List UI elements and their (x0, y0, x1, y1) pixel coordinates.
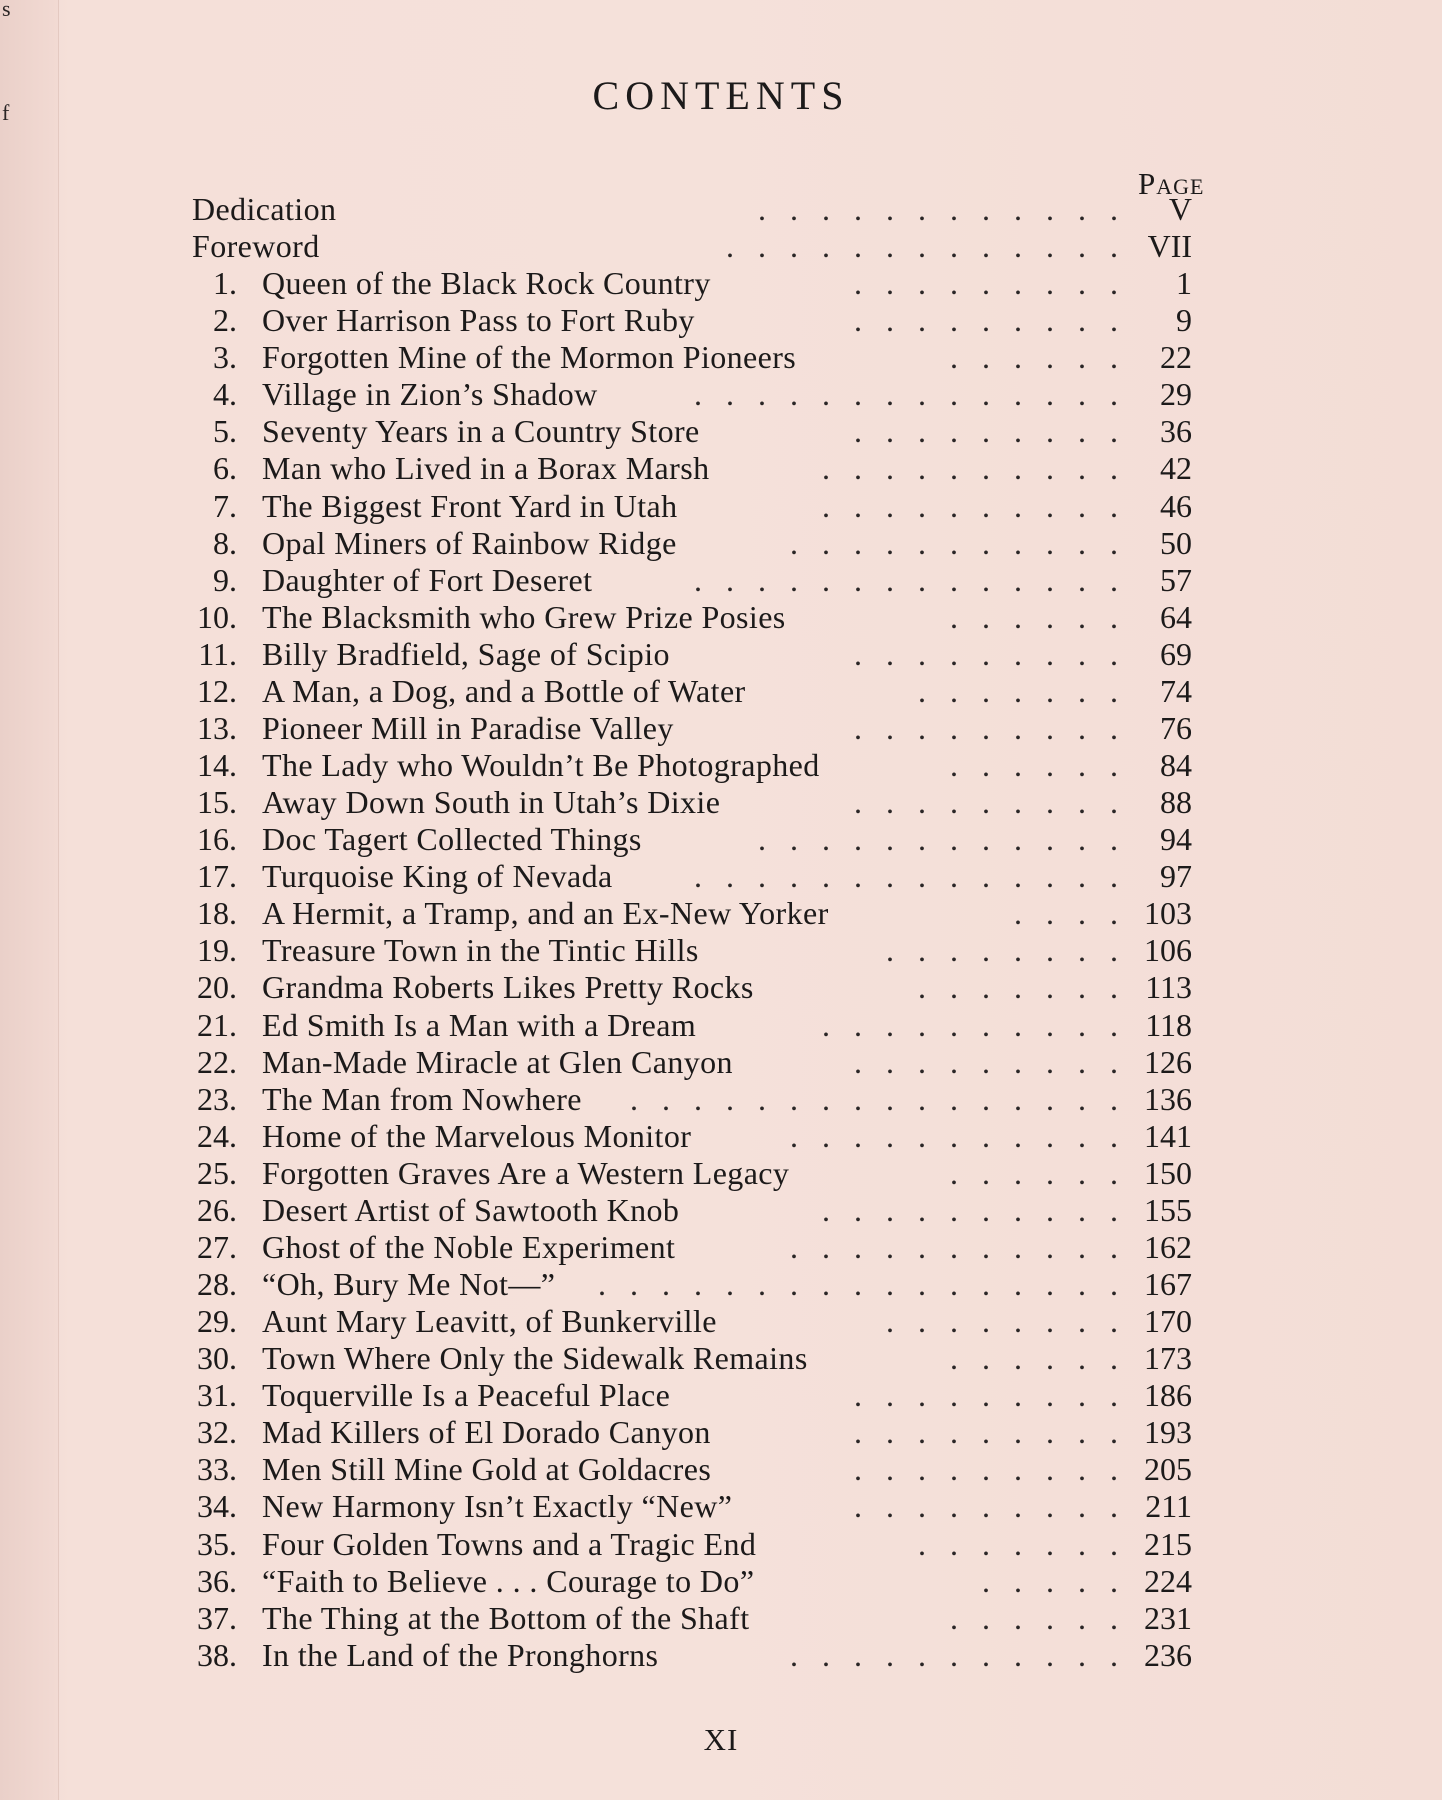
toc-entry-page: 29 (1160, 376, 1192, 413)
toc-chapter-number: 10. (197, 598, 237, 635)
toc-chapter-number: 31. (197, 1377, 237, 1414)
toc-chapter-row (0, 1266, 1442, 1302)
dot-leader: .............. (694, 858, 1142, 895)
toc-entry-page: 22 (1160, 339, 1192, 376)
toc-chapter-number: 5. (213, 413, 237, 450)
toc-chapter-number: 27. (197, 1228, 237, 1265)
toc-entry-page: 113 (1145, 969, 1192, 1006)
toc-chapter-number: 23. (197, 1080, 237, 1117)
toc-chapter-number: 30. (197, 1340, 237, 1377)
dot-leader: ...... (950, 747, 1142, 784)
dot-leader: .......... (822, 1191, 1142, 1228)
dot-leader: ...... (950, 1154, 1142, 1191)
toc-chapter-row (0, 339, 1442, 375)
toc-chapter-row (0, 413, 1442, 449)
toc-chapter-row (0, 1303, 1442, 1339)
toc-chapter-number: 11. (198, 635, 237, 672)
toc-entry-page: 231 (1144, 1599, 1192, 1636)
dot-leader: .............. (694, 376, 1142, 413)
toc-entry-page: 215 (1144, 1525, 1192, 1562)
toc-chapter-number: 16. (197, 821, 237, 858)
toc-chapter-number: 6. (213, 450, 237, 487)
toc-entry-title: Forgotten Mine of the Mormon Pioneers (262, 339, 797, 376)
toc-chapter-row (0, 1526, 1442, 1562)
toc-entry-title: Grandma Roberts Likes Pretty Rocks (262, 969, 754, 1006)
toc-chapter-number: 3. (213, 339, 237, 376)
toc-entry-page: 224 (1144, 1562, 1192, 1599)
toc-chapter-row (0, 1340, 1442, 1376)
toc-entry-title: Toquerville Is a Peaceful Place (262, 1377, 671, 1414)
toc-chapter-number: 12. (197, 672, 237, 709)
toc-entry-page: 36 (1160, 413, 1192, 450)
dot-leader: ...... (950, 598, 1142, 635)
toc-entry-page: 1 (1176, 265, 1192, 302)
toc-entry-title: The Thing at the Bottom of the Shaft (262, 1599, 750, 1636)
toc-entry-page: 162 (1144, 1228, 1192, 1265)
toc-chapter-number: 38. (197, 1636, 237, 1673)
dot-leader: ..... (982, 1562, 1142, 1599)
toc-entry-page: 42 (1160, 450, 1192, 487)
toc-chapter-row (0, 1155, 1442, 1191)
dot-leader: ........ (886, 932, 1142, 969)
toc-entry-page: 64 (1160, 598, 1192, 635)
toc-entry-page: 118 (1145, 1006, 1192, 1043)
dot-leader: ......... (854, 1414, 1142, 1451)
toc-entry-title: Home of the Marvelous Monitor (262, 1117, 692, 1154)
toc-chapter-row (0, 1044, 1442, 1080)
toc-front-matter-row (0, 191, 1442, 227)
toc-chapter-row (0, 1600, 1442, 1636)
toc-entry-page: 150 (1144, 1154, 1192, 1191)
dot-leader: ......... (854, 302, 1142, 339)
toc-entry-title: Over Harrison Pass to Fort Ruby (262, 302, 695, 339)
toc-entry-title: Away Down South in Utah’s Dixie (262, 784, 721, 821)
toc-entry-page: 74 (1160, 672, 1192, 709)
toc-entry-title: Man who Lived in a Borax Marsh (262, 450, 710, 487)
dot-leader: ...... (950, 339, 1142, 376)
toc-entry-title: Ed Smith Is a Man with a Dream (262, 1006, 697, 1043)
dot-leader: ................. (598, 1266, 1142, 1303)
dot-leader: ........... (790, 1636, 1142, 1673)
dot-leader: .......... (822, 1006, 1142, 1043)
adjacent-page-fragment: f (2, 100, 10, 125)
toc-entry-page: 84 (1160, 747, 1192, 784)
toc-entry-page: 76 (1160, 709, 1192, 746)
toc-entry-title: New Harmony Isn’t Exactly “New” (262, 1488, 733, 1525)
toc-entry-title: Aunt Mary Leavitt, of Bunkerville (262, 1303, 717, 1340)
toc-chapter-row (0, 858, 1442, 894)
toc-entry-title: Pioneer Mill in Paradise Valley (262, 709, 674, 746)
toc-entry-title: Opal Miners of Rainbow Ridge (262, 524, 677, 561)
toc-chapter-number: 34. (197, 1488, 237, 1525)
toc-chapter-row (0, 821, 1442, 857)
toc-entry-page: 50 (1160, 524, 1192, 561)
toc-chapter-number: 21. (197, 1006, 237, 1043)
toc-entry-title: A Hermit, a Tramp, and an Ex-New Yorker (262, 895, 829, 932)
toc-chapter-number: 18. (197, 895, 237, 932)
dot-leader: ....... (918, 1525, 1142, 1562)
toc-chapter-row (0, 376, 1442, 412)
toc-chapter-number: 29. (197, 1303, 237, 1340)
dot-leader: ........... (790, 1117, 1142, 1154)
toc-entry-page: 106 (1144, 932, 1192, 969)
toc-entry-title: “Faith to Believe . . . Courage to Do” (262, 1562, 755, 1599)
toc-chapter-number: 28. (197, 1266, 237, 1303)
toc-entry-title: “Oh, Bury Me Not—” (262, 1266, 556, 1303)
toc-entry-title: Town Where Only the Sidewalk Remains (262, 1340, 808, 1377)
toc-chapter-row (0, 1229, 1442, 1265)
toc-chapter-row (0, 1192, 1442, 1228)
dot-leader: ........ (886, 1303, 1142, 1340)
toc-entry-page: 155 (1144, 1191, 1192, 1228)
toc-entry-title: Mad Killers of El Dorado Canyon (262, 1414, 711, 1451)
toc-entry-title: Doc Tagert Collected Things (262, 821, 642, 858)
toc-entry-title: Desert Artist of Sawtooth Knob (262, 1191, 680, 1228)
toc-entry-title: The Man from Nowhere (262, 1080, 582, 1117)
dot-leader: ................ (630, 1080, 1142, 1117)
toc-chapter-number: 2. (213, 302, 237, 339)
toc-chapter-number: 8. (213, 524, 237, 561)
toc-chapter-row (0, 969, 1442, 1005)
toc-front-matter-row (0, 228, 1442, 264)
dot-leader: ........... (790, 1228, 1142, 1265)
toc-entry-title: Ghost of the Noble Experiment (262, 1228, 676, 1265)
toc-chapter-row (0, 488, 1442, 524)
page-column-label: Page (1138, 166, 1205, 201)
toc-chapter-number: 4. (213, 376, 237, 413)
toc-chapter-number: 24. (197, 1117, 237, 1154)
toc-entry-title: Man-Made Miracle at Glen Canyon (262, 1043, 733, 1080)
toc-entry-page: VII (1147, 228, 1192, 265)
toc-entry-title: Turquoise King of Nevada (262, 858, 613, 895)
dot-leader: .............. (694, 561, 1142, 598)
toc-chapter-row (0, 1414, 1442, 1450)
dot-leader: .... (1014, 895, 1142, 932)
toc-chapter-number: 7. (213, 487, 237, 524)
toc-chapter-number: 26. (197, 1191, 237, 1228)
toc-chapter-row (0, 525, 1442, 561)
toc-chapter-number: 14. (197, 747, 237, 784)
toc-chapter-row (0, 450, 1442, 486)
toc-entry-title: Four Golden Towns and a Tragic End (262, 1525, 757, 1562)
toc-chapter-number: 1. (213, 265, 237, 302)
toc-chapter-number: 25. (197, 1154, 237, 1191)
toc-entry-title: Foreword (192, 228, 320, 265)
toc-chapter-number: 9. (213, 561, 237, 598)
dot-leader: ......... (854, 709, 1142, 746)
toc-chapter-row (0, 747, 1442, 783)
toc-entry-title: Billy Bradfield, Sage of Scipio (262, 635, 670, 672)
toc-entry-page: 236 (1144, 1636, 1192, 1673)
toc-entry-page: 103 (1144, 895, 1192, 932)
dot-leader: ......... (854, 784, 1142, 821)
toc-entry-title: The Lady who Wouldn’t Be Photographed (262, 747, 820, 784)
toc-entry-title: The Blacksmith who Grew Prize Posies (262, 598, 786, 635)
toc-entry-title: Daughter of Fort Deseret (262, 561, 593, 598)
toc-entry-title: Men Still Mine Gold at Goldacres (262, 1451, 712, 1488)
toc-entry-page: 97 (1160, 858, 1192, 895)
toc-entry-title: In the Land of the Pronghorns (262, 1636, 659, 1673)
toc-entry-page: V (1168, 191, 1192, 227)
toc-chapter-row (0, 932, 1442, 968)
toc-entry-title: Dedication (192, 191, 337, 227)
toc-entry-title: Queen of the Black Rock Country (262, 265, 711, 302)
toc-chapter-row (0, 636, 1442, 672)
toc-entry-title: The Biggest Front Yard in Utah (262, 487, 678, 524)
dot-leader: ...... (950, 1340, 1142, 1377)
dot-leader: ......... (854, 1488, 1142, 1525)
toc-entry-page: 57 (1160, 561, 1192, 598)
toc-entry-page: 205 (1144, 1451, 1192, 1488)
toc-chapter-number: 32. (197, 1414, 237, 1451)
dot-leader: .......... (822, 450, 1142, 487)
toc-entry-page: 167 (1144, 1266, 1192, 1303)
toc-chapter-number: 15. (197, 784, 237, 821)
toc-chapter-number: 33. (197, 1451, 237, 1488)
toc-chapter-row (0, 784, 1442, 820)
dot-leader: ....... (918, 672, 1142, 709)
toc-entry-page: 88 (1160, 784, 1192, 821)
dot-leader: ............ (758, 191, 1142, 227)
toc-chapter-row (0, 1563, 1442, 1599)
dot-leader: ............ (758, 821, 1142, 858)
toc-entry-page: 193 (1144, 1414, 1192, 1451)
toc-entry-title: Village in Zion’s Shadow (262, 376, 598, 413)
toc-chapter-row (0, 1488, 1442, 1524)
toc-chapter-row (0, 1081, 1442, 1117)
dot-leader: ....... (918, 969, 1142, 1006)
dot-leader: ......... (854, 1377, 1142, 1414)
dot-leader: ......... (854, 1451, 1142, 1488)
toc-chapter-number: 17. (197, 858, 237, 895)
page-title: CONTENTS (592, 73, 850, 118)
toc-chapter-row (0, 895, 1442, 931)
toc-entry-page: 173 (1144, 1340, 1192, 1377)
toc-entry-page: 94 (1160, 821, 1192, 858)
toc-chapter-row (0, 599, 1442, 635)
toc-chapter-row (0, 1007, 1442, 1043)
toc-chapter-number: 19. (197, 932, 237, 969)
toc-chapter-number: 13. (197, 709, 237, 746)
toc-chapter-row (0, 562, 1442, 598)
toc-entry-page: 9 (1176, 302, 1192, 339)
toc-entry-title: Forgotten Graves Are a Western Legacy (262, 1154, 790, 1191)
toc-entry-page: 170 (1144, 1303, 1192, 1340)
toc-chapter-number: 35. (197, 1525, 237, 1562)
dot-leader: .......... (822, 487, 1142, 524)
toc-chapter-row (0, 1118, 1442, 1154)
page-folio: XI (703, 1722, 739, 1757)
toc-chapter-number: 36. (197, 1562, 237, 1599)
toc-entry-title: Seventy Years in a Country Store (262, 413, 700, 450)
toc-entry-page: 126 (1144, 1043, 1192, 1080)
toc-chapter-row (0, 265, 1442, 301)
toc-entry-page: 69 (1160, 635, 1192, 672)
dot-leader: ...... (950, 1599, 1142, 1636)
dot-leader: ......... (854, 1043, 1142, 1080)
dot-leader: ............. (726, 228, 1142, 265)
toc-chapter-number: 22. (197, 1043, 237, 1080)
dot-leader: ......... (854, 635, 1142, 672)
toc-entry-title: Treasure Town in the Tintic Hills (262, 932, 699, 969)
toc-chapter-row (0, 302, 1442, 338)
toc-chapter-row (0, 1377, 1442, 1413)
toc-chapter-row (0, 673, 1442, 709)
dot-leader: ........... (790, 524, 1142, 561)
toc-entry-page: 141 (1144, 1117, 1192, 1154)
adjacent-page-fragment: s (2, 0, 11, 21)
toc-entry-title: A Man, a Dog, and a Bottle of Water (262, 672, 746, 709)
dot-leader: ......... (854, 413, 1142, 450)
toc-chapter-number: 37. (197, 1599, 237, 1636)
toc-entry-page: 46 (1160, 487, 1192, 524)
toc-entry-page: 211 (1145, 1488, 1192, 1525)
toc-chapter-number: 20. (197, 969, 237, 1006)
toc-chapter-row (0, 710, 1442, 746)
toc-entry-page: 136 (1144, 1080, 1192, 1117)
toc-chapter-row (0, 1451, 1442, 1487)
toc-chapter-row (0, 1637, 1442, 1673)
dot-leader: ......... (854, 265, 1142, 302)
toc-entry-page: 186 (1144, 1377, 1192, 1414)
